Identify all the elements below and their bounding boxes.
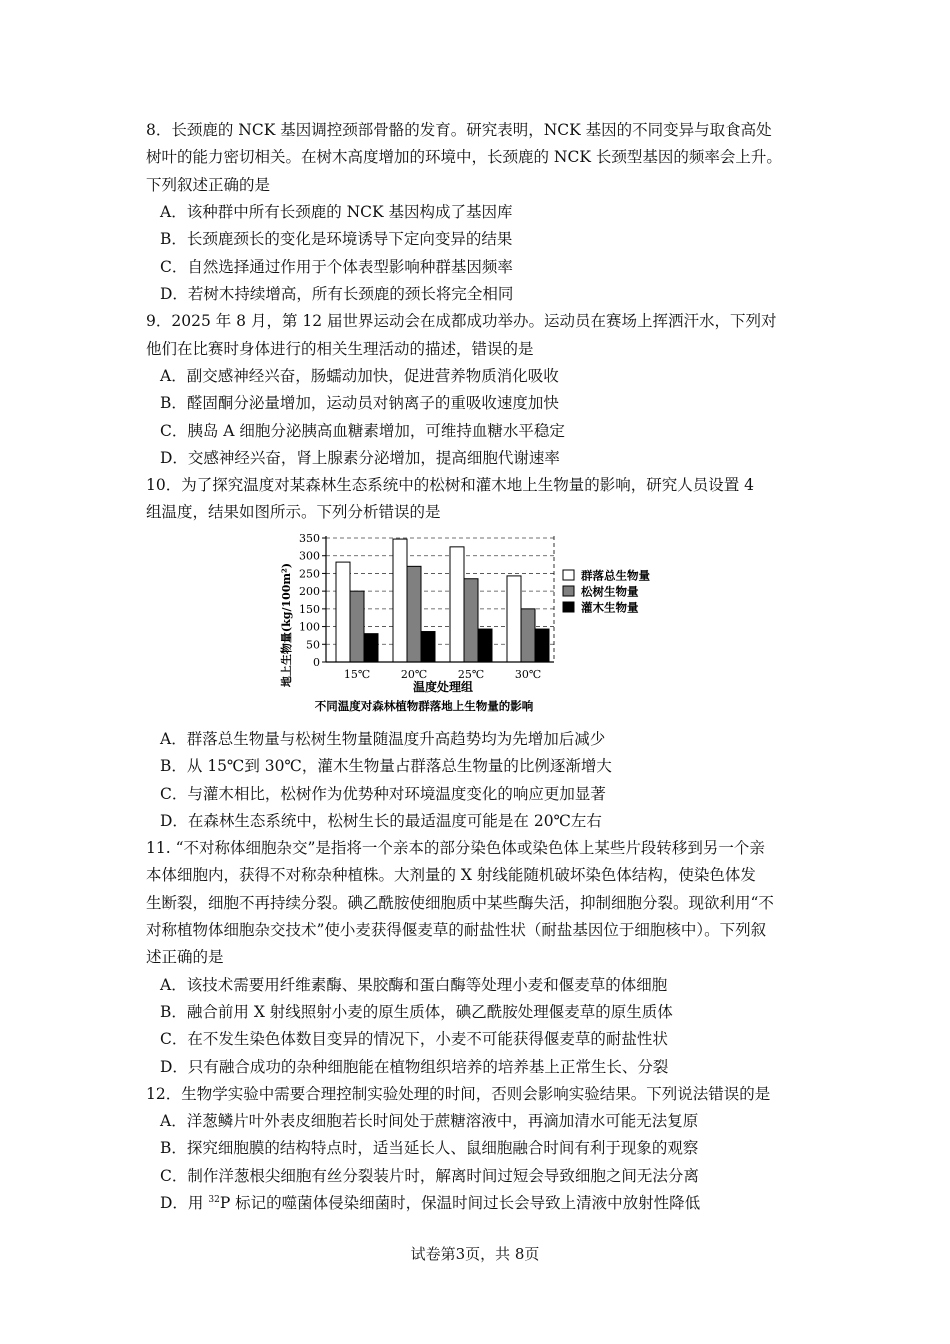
bar-0-2	[450, 547, 464, 662]
q10-stem-line-1: 10．为了探究温度对某森林生态系统中的松树和灌木地上生物量的影响，研究人员设置 4	[146, 476, 755, 494]
q9-stem-line-1: 9．2025 年 8 月，第 12 届世界运动会在成都成功举办。运动员在赛场上挥洒汗水，下列对	[146, 312, 777, 330]
y-tick-label: 50	[306, 638, 320, 652]
y-tick-label: 150	[299, 602, 320, 616]
q8-option-a: A．该种群中所有长颈鹿的 NCK 基因构成了基因库	[160, 203, 513, 221]
y-tick-label: 0	[313, 656, 320, 669]
legend-label: 群落总生物量	[581, 568, 650, 583]
q12-option-d-prefix: D．用	[160, 1194, 209, 1212]
biomass-chart	[278, 530, 698, 720]
q8-stem-line-1: 8．长颈鹿的 NCK 基因调控颈部骨骼的发育。研究表明，NCK 基因的不同变异与取食高处	[146, 121, 772, 139]
bar-1-0	[350, 591, 364, 662]
bar-1-1	[407, 566, 421, 662]
page-footer: 试卷第3页，共 8页	[410, 1245, 540, 1263]
q10-stem-line-2: 组温度，结果如图所示。下列分析错误的是	[146, 503, 441, 521]
q8-stem-line-2: 树叶的能力密切相关。在树木高度增加的环境中，长颈鹿的 NCK 长颈型基因的频率会上升。	[146, 148, 782, 166]
q11-stem-line-4: 对称植物体细胞杂交技术”使小麦获得偃麦草的耐盐性状（耐盐基因位于细胞核中）。下列叙	[146, 921, 767, 939]
q11-stem-line-5: 述正确的是	[146, 948, 224, 966]
legend-swatch	[563, 586, 574, 596]
q9-option-d: D．交感神经兴奋，肾上腺素分泌增加，提高细胞代谢速率	[160, 449, 560, 467]
q9-option-b: B．醛固酮分泌量增加，运动员对钠离子的重吸收速度加快	[160, 394, 559, 412]
q8-stem-line-3: 下列叙述正确的是	[146, 176, 271, 194]
bar-0-1	[393, 539, 407, 662]
q12-option-d	[160, 1193, 700, 1213]
y-tick-label: 350	[299, 532, 320, 545]
q10-option-a: A．群落总生物量与松树生物量随温度升高趋势均为先增加后减少	[160, 730, 606, 748]
q10-option-d: D．在森林生态系统中，松树生长的最适温度可能是在 20℃左右	[160, 812, 602, 830]
bar-2-1	[421, 632, 435, 662]
bar-2-2	[478, 629, 492, 662]
x-tick-label: 25℃	[457, 668, 485, 681]
q9-stem-line-2: 他们在比赛时身体进行的相关生理活动的描述，错误的是	[146, 340, 534, 358]
x-tick-label: 20℃	[400, 668, 428, 681]
legend-label: 灌木生物量	[581, 600, 639, 615]
chart-bars	[336, 539, 549, 662]
q12-option-d-rest: P 标记的噬菌体侵染细菌时，保温时间过长会导致上清液中放射性降低	[219, 1194, 701, 1212]
chart-y-label: 地上生物量(kg/100m²)	[280, 562, 293, 688]
q11-option-c: C．在不发生染色体数目变异的情况下，小麦不可能获得偃麦草的耐盐性状	[160, 1030, 668, 1048]
q11-stem-line-3: 生断裂，细胞不再持续分裂。碘乙酰胺使细胞质中某些酶失活，抑制细胞分裂。现欲利用“不	[146, 894, 774, 912]
q12-option-d-sup: 32	[208, 1194, 220, 1205]
chart-x-label: 温度处理组	[412, 680, 474, 694]
q9-option-a: A．副交感神经兴奋，肠蠕动加快，促进营养物质消化吸收	[160, 367, 559, 385]
chart-title: 不同温度对森林植物群落地上生物量的影响	[314, 699, 534, 713]
chart-y-ticks	[299, 532, 326, 669]
y-tick-label: 200	[299, 585, 320, 599]
q11-option-d: D．只有融合成功的杂种细胞能在植物组织培养的培养基上正常生长、分裂	[160, 1058, 669, 1076]
bar-0-0	[336, 562, 350, 662]
bar-0-3	[507, 576, 521, 662]
q11-option-b: B．融合前用 X 射线照射小麦的原生质体，碘乙酰胺处理偃麦草的原生质体	[160, 1003, 673, 1021]
q12-stem-line-1: 12．生物学实验中需要合理控制实验处理的时间，否则会影响实验结果。下列说法错误的是	[146, 1085, 771, 1103]
q9-option-c: C．胰岛 A 细胞分泌胰高血糖素增加，可维持血糖水平稳定	[160, 422, 565, 440]
q11-stem-line-2: 本体细胞内，获得不对称杂种植株。大剂量的 X 射线能随机破坏染色体结构，使染色体发	[146, 866, 756, 884]
legend-swatch	[563, 602, 574, 612]
x-tick-label: 30℃	[514, 668, 542, 681]
y-tick-label: 250	[299, 567, 320, 581]
x-tick-label: 15℃	[343, 668, 371, 681]
q10-option-c: C．与灌木相比，松树作为优势种对环境温度变化的响应更加显著	[160, 785, 606, 803]
y-tick-label: 300	[299, 549, 320, 563]
q12-option-c: C．制作洋葱根尖细胞有丝分裂装片时，解离时间过短会导致细胞之间无法分离	[160, 1167, 699, 1185]
chart-legend	[563, 569, 650, 615]
bar-1-3	[521, 609, 535, 662]
q10-option-b: B．从 15℃到 30℃，灌木生物量占群落总生物量的比例逐渐增大	[160, 757, 612, 775]
q8-option-b: B．长颈鹿颈长的变化是环境诱导下定向变异的结果	[160, 230, 513, 248]
q11-stem-line-1: 11. “不对称体细胞杂交”是指将一个亲本的部分染色体或染色体上某些片段转移到另一个亲	[146, 839, 765, 857]
q8-option-d: D．若树木持续增高，所有长颈鹿的颈长将完全相同	[160, 285, 514, 303]
bar-2-0	[364, 634, 378, 662]
q8-option-c: C．自然选择通过作用于个体表型影响种群基因频率	[160, 258, 513, 276]
q11-option-a: A．该技术需要用纤维素酶、果胶酶和蛋白酶等处理小麦和偃麦草的体细胞	[160, 976, 668, 994]
bar-1-2	[464, 579, 478, 662]
y-tick-label: 100	[299, 620, 320, 634]
legend-swatch	[563, 570, 574, 580]
legend-label: 松树生物量	[581, 584, 639, 599]
bar-2-3	[535, 629, 549, 662]
q12-option-a: A．洋葱鳞片叶外表皮细胞若长时间处于蔗糖溶液中，再滴加清水可能无法复原	[160, 1112, 699, 1130]
q12-option-b: B．探究细胞膜的结构特点时，适当延长人、鼠细胞融合时间有利于现象的观察	[160, 1139, 699, 1157]
